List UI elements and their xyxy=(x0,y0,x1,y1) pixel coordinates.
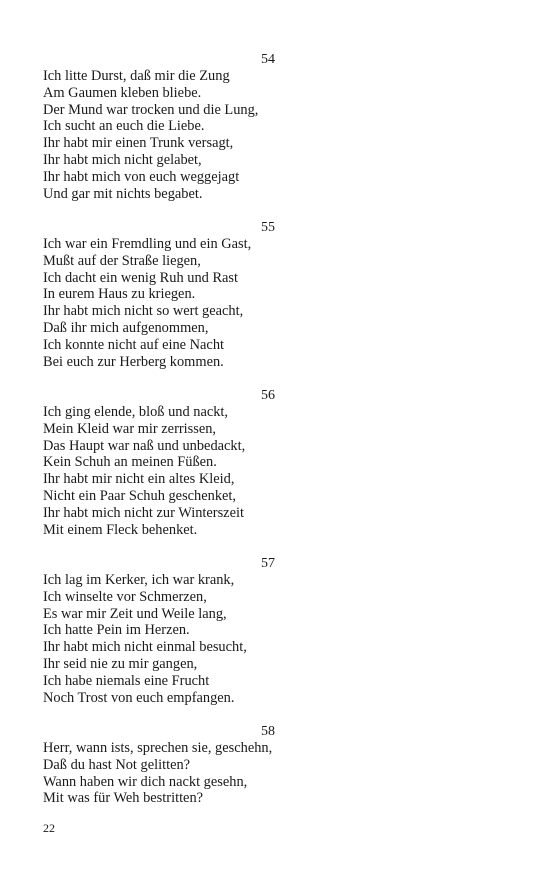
verse-line: Ihr habt mich nicht einmal besucht, xyxy=(43,639,247,656)
stanza-number: 56 xyxy=(261,388,275,403)
verse-line: Ich konnte nicht auf eine Nacht xyxy=(43,336,225,353)
verse-line: Ich habe niemals eine Frucht xyxy=(43,672,210,689)
verse-line: Ich litte Durst, daß mir die Zung xyxy=(43,68,230,84)
verse-line: Ich war ein Fremdling und ein Gast, xyxy=(43,236,252,252)
verse-line: Daß ihr mich aufgenommen, xyxy=(43,319,209,336)
verse-line: Der Mund war trocken und die Lung, xyxy=(43,101,259,118)
verse-line: Ich sucht an euch die Liebe. xyxy=(43,118,205,135)
verse-line: Mein Kleid war mir zerrissen, xyxy=(43,420,217,437)
verse-line: Noch Trost von euch empfangen. xyxy=(43,689,235,706)
stanza-number: 54 xyxy=(261,52,275,67)
verse-line: Kein Schuh an meinen Füßen. xyxy=(43,454,217,471)
verse-line: Wann haben wir dich nackt gesehn, xyxy=(43,773,248,790)
stanza-number: 55 xyxy=(261,220,275,235)
verse-line: Ihr habt mir einen Trunk versagt, xyxy=(43,135,234,152)
verse-line: Bei euch zur Herberg kommen. xyxy=(43,353,224,370)
verse-line: Ich lag im Kerker, ich war krank, xyxy=(43,572,235,588)
stanza-lines xyxy=(43,68,258,202)
verse-line: Ihr habt mich von euch weggejagt xyxy=(43,168,240,185)
verse-line: Ich ging elende, bloß und nackt, xyxy=(43,404,229,420)
verse-line: Ihr habt mich nicht gelabet, xyxy=(43,151,202,168)
stanza-lines xyxy=(43,404,245,538)
verse-line: Herr, wann ists, sprechen sie, geschehn, xyxy=(43,740,273,756)
verse-line: Ich hatte Pein im Herzen. xyxy=(43,622,190,639)
verse-line: Ihr habt mich nicht zur Winterszeit xyxy=(43,504,244,521)
verse-line: Am Gaumen kleben bliebe. xyxy=(43,84,202,101)
verse-line: Das Haupt war naß und unbedackt, xyxy=(43,437,246,454)
verse-line: Daß du hast Not gelitten? xyxy=(43,756,191,773)
stanza-lines xyxy=(43,740,272,807)
verse-line: Ich winselte vor Schmerzen, xyxy=(43,588,207,605)
stanza-number: 57 xyxy=(261,556,275,571)
verse-line: In eurem Haus zu kriegen. xyxy=(43,286,196,303)
verse-line: Und gar mit nichts begabet. xyxy=(43,185,203,202)
stanza-lines xyxy=(43,572,247,706)
verse-line: Ihr habt mir nicht ein altes Kleid, xyxy=(43,471,235,488)
verse-line: Ihr seid nie zu mir gangen, xyxy=(43,655,198,672)
stanza-number: 58 xyxy=(261,724,275,739)
verse-line: Es war mir Zeit und Weile lang, xyxy=(43,605,227,622)
verse-line: Mit was für Weh bestritten? xyxy=(43,790,204,807)
verse-line: Ihr habt mich nicht so wert geacht, xyxy=(43,303,244,320)
verse-line: Mußt auf der Straße liegen, xyxy=(43,252,201,269)
stanza-lines xyxy=(43,236,251,370)
verse-line: Mit einem Fleck behenket. xyxy=(43,521,198,538)
page-number: 22 xyxy=(43,821,55,835)
verse-line: Ich dacht ein wenig Ruh und Rast xyxy=(43,269,239,286)
verse-line: Nicht ein Paar Schuh geschenket, xyxy=(43,487,237,504)
